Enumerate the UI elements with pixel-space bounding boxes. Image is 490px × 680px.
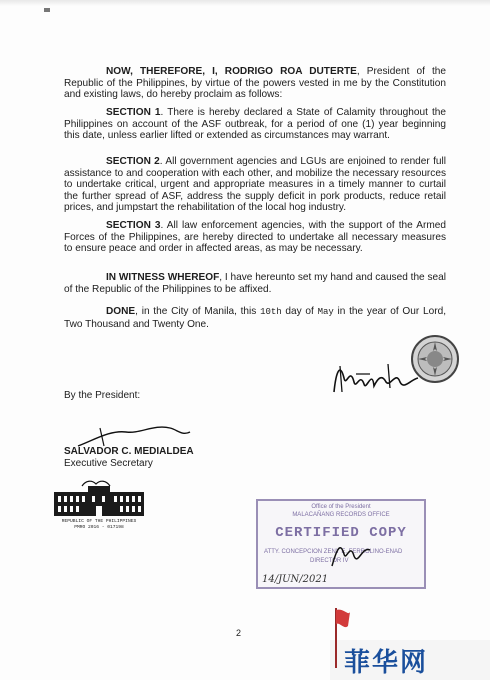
stamp-handwritten-date: 14/JUN/2021 [262,574,329,585]
done-day: 10th [260,307,282,317]
section-3-paragraph [64,220,446,255]
section-1-text: . There is hereby declared a State of Calamity throughout the Philippines on account of the ASF outbreak, for a period of one (1) year beginning this date, unless earlier lifted or extended as circumstances may warrant. [64,107,446,142]
watermark-logo: 菲华网 [344,648,429,678]
stamp-records-office: MALACAÑANG RECORDS OFFICE [292,512,390,518]
certifier-signature [326,532,376,572]
building-caption [52,519,146,531]
done-month: May [317,307,334,317]
presidential-seal [410,334,460,384]
witness-paragraph [64,272,446,295]
proclamation-text: , President of the Republic of the Philippines, by virtue of the powers vested in me by the Constitution and existing laws, do hereby proclaim as follows: [64,66,447,101]
by-the-president: By the President: [64,390,141,401]
section-3-label: SECTION 3 [106,220,161,231]
done-text-b: day of [281,306,318,317]
proclamation-lead: NOW, THEREFORE, I, RODRIGO ROA DUTERTE [106,66,357,77]
done-paragraph [64,306,446,330]
building-caption-line1: REPUBLIC OF THE PHILIPPINES [61,519,137,524]
section-2-text: . All government agencies and LGUs are enjoined to render full assistance to and cooperation with each other, and mobilize the necessary resources to undertake critical, urgent and appropriate measures in a timely manner to curtail the further spread of ASF, address the supply deficit in pork products, reduce retail prices, and jumpstart the rehabilitation of the local hog industry. [64,156,446,214]
secretary-title: Executive Secretary [64,458,153,469]
page-number: 2 [236,628,242,638]
building-caption-line2: PMRO 2016 - 017198 [74,525,124,530]
corner-mark [44,8,50,12]
witness-text: , I have hereunto set my hand and caused the seal of the Republic of the Philippines to be affixed. [64,272,446,295]
stamp-attorney: ATTY. CONCEPCION ZENY E. FERROLINO-ENAD [264,549,403,555]
done-text-a: , in the City of Manila, this [135,306,261,317]
done-text-c: in the year of Our Lord, Two Thousand and Twenty One. [64,306,446,330]
stamp-office: Office of the President [311,504,371,510]
page-top-edge [0,0,490,6]
secretary-name: SALVADOR C. MEDIALDEA [64,446,194,457]
stamp-title: CERTIFIED COPY [275,525,407,541]
malacanang-building-logo [52,478,146,518]
proclamation-paragraph [64,66,446,101]
section-1-label: SECTION 1 [106,107,161,118]
stamp-director: DIRECTOR IV [310,558,349,564]
section-2-label: SECTION 2 [106,156,160,167]
section-2-paragraph [64,156,446,214]
section-1-paragraph [64,107,446,142]
section-3-text: . All law enforcement agencies, with the support of the Armed Forces of the Philippines, are hereby directed to undertake all necessary measures to ensure peace and order in affected areas, as may be necessary. [64,220,446,255]
witness-lead: IN WITNESS WHEREOF [106,272,220,283]
done-lead: DONE [106,306,136,317]
